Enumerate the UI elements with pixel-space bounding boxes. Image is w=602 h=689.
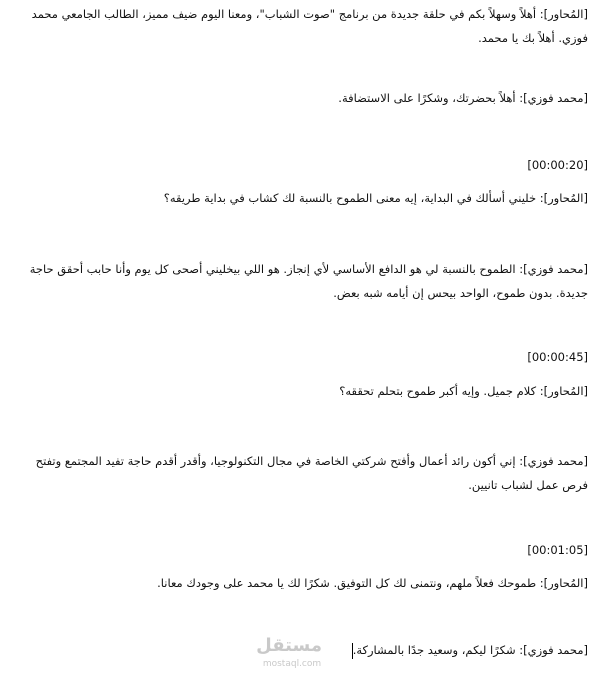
interviewer-line-closing: [المُحاور]: طموحك فعلاً ملهم، ونتمنى لك كل التوفيق. شكرًا لك يا محمد على وجودك معانا. [157, 576, 588, 590]
mostaql-watermark [256, 633, 322, 683]
timestamp-00-00-45: [00:00:45] [527, 350, 588, 364]
interviewer-line-intro: [المُحاور]: أهلاً وسهلاً بكم في حلقة جديدة من برنامج "صوت الشباب"، ومعنا اليوم ضيف مميز، الطالب الجامعي محمد فوزي. أهلاً بك يا محمد. [31, 7, 588, 45]
guest-line-ambition-answer: [محمد فوزي]: الطموح بالنسبة لي هو الدافع الأساسي لأي إنجاز. هو اللي بيخليني أصحى كل يوم وأنا حابب أحقق حاجة جديدة. بدون طموح، الواحد بيحس إن أيامه شبه بعض. [29, 262, 588, 300]
timestamp-00-01-05: [00:01:05] [527, 543, 588, 557]
guest-line-thanks: [محمد فوزي]: أهلاً بحضرتك، وشكرًا على الاستضافة. [338, 91, 588, 105]
guest-line-closing-text: [محمد فوزي]: شكرًا ليكم، وسعيد جدًا بالمشاركة. [352, 643, 588, 657]
interviewer-line-biggest-ambition: [المُحاور]: كلام جميل. وإيه أكبر طموح بتحلم تحققه؟ [339, 384, 588, 398]
watermark-brand: مستقل [256, 635, 322, 656]
guest-line-closing [350, 638, 588, 662]
watermark-domain: mostaql.com [262, 659, 322, 669]
timestamp-00-00-20: [00:00:20] [527, 158, 588, 172]
interviewer-line-ambition-question: [المُحاور]: خليني أسألك في البداية، إيه معنى الطموح بالنسبة لك كشاب في بداية طريقه؟ [163, 191, 588, 205]
guest-line-entrepreneur: [محمد فوزي]: إني أكون رائد أعمال وأفتح شركتي الخاصة في مجال التكنولوجيا، وأقدر أقدم حاجة تفيد المجتمع وتفتح فرص عمل لشباب تانيين. [35, 454, 588, 492]
